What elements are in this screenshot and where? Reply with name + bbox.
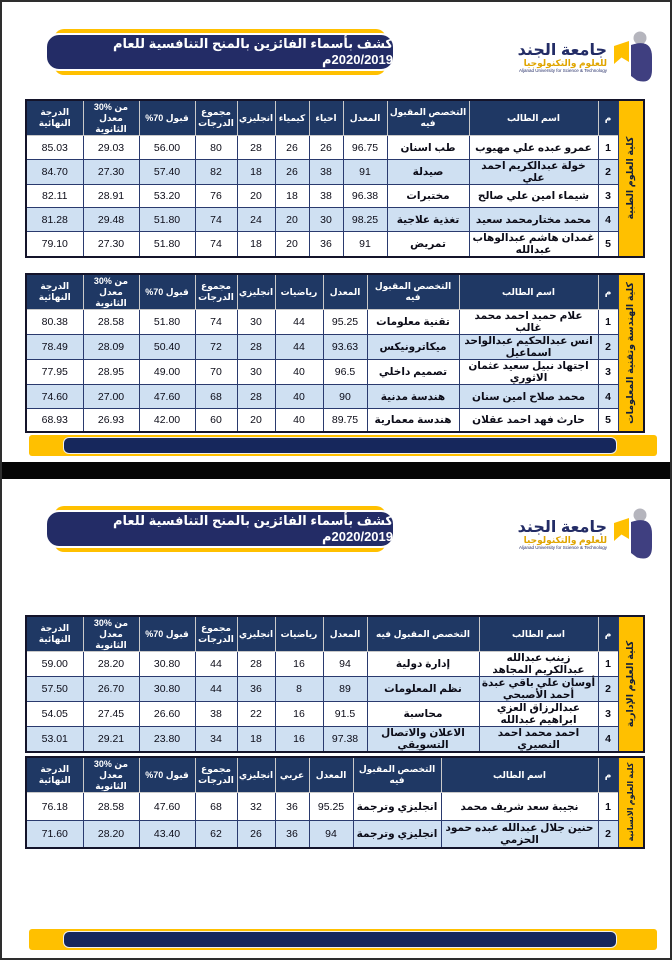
cell-total: 68 [195,793,237,821]
cell-total: 34 [195,727,237,753]
cell-specialty: انجليزي وترجمة [353,793,441,821]
header-serial: م [598,616,618,652]
cell-final: 76.18 [26,793,83,821]
cell-subject-0: 16 [275,702,323,727]
cell-final: 54.05 [26,702,83,727]
cell-specialty: هندسة مدنية [367,385,459,409]
header-specialty: التخصص المقبول فيه [367,616,479,652]
cell-name: غمدان هاشم عبدالوهاب عبدالله [469,231,598,257]
cell-pass70: 50.40 [139,335,195,360]
cell-name: أوسان علي باقي عبدة أحمد الأصبحي [479,677,598,702]
cell-total: 82 [195,159,237,184]
cell-average: 91 [343,159,387,184]
cell-specialty: ميكاترونيكس [367,335,459,360]
table-row [26,727,644,753]
header-final: الدرجة النهائية [26,616,83,652]
cell-subject-0: 8 [275,677,323,702]
cell-subject-0: 36 [309,231,343,257]
footer-bar-2 [29,929,657,950]
cell-final: 80.38 [26,310,83,335]
header-average: المعدل [323,616,367,652]
cell-total: 62 [195,820,237,848]
cell-subject-1: 18 [275,184,309,208]
cell-name: انس عبدالحكيم عبدالواحد اسماعيل [459,335,598,360]
cell-subject-1: 22 [237,702,275,727]
cell-subject-0: 36 [275,793,309,821]
cell-subject-0: 40 [275,360,323,385]
table-row [26,408,644,432]
cell-final: 79.10 [26,231,83,257]
cell-serial: 4 [598,385,618,409]
cell-subject-1: 20 [237,408,275,432]
header-subject-2: انجليزي [237,100,275,136]
cell-specialty: الاعلان والاتصال التسويقي [367,727,479,753]
cell-specialty: انجليزي وترجمة [353,820,441,848]
header-name: اسم الطالب [469,100,598,136]
cell-pass70: 51.80 [139,310,195,335]
cell-subject-2: 18 [237,159,275,184]
header-average: المعدل [309,757,353,793]
cell-sec30: 27.45 [83,702,139,727]
logo-subtitle: للعلوم والتكنولوجيا [523,58,607,69]
cell-total: 44 [195,652,237,677]
college-label: كلية الهندسة وتقنية المعلومات [618,274,644,432]
cell-final: 68.93 [26,408,83,432]
university-logo-icon [610,30,656,86]
cell-subject-0: 30 [309,208,343,232]
table-row [26,208,644,232]
header-subject-0: عربي [275,757,309,793]
cell-serial: 4 [598,727,618,753]
cell-average: 91.5 [323,702,367,727]
cell-specialty: هندسة معمارية [367,408,459,432]
table-row [26,793,644,821]
header-subject-1: انجليزي [237,274,275,310]
cell-subject-1: 18 [237,727,275,753]
title-banner-2 [45,506,395,552]
college-table-0 [25,99,645,258]
footer-bar-1 [29,435,657,456]
header-pass70: قبول 70% [139,100,195,136]
cell-specialty: تقنية معلومات [367,310,459,335]
table-row [26,385,644,409]
cell-final: 74.60 [26,385,83,409]
logo-university-name: جامعة الجند [517,41,607,59]
cell-total: 76 [195,184,237,208]
cell-serial: 2 [598,335,618,360]
cell-specialty: محاسبة [367,702,479,727]
header-sec30: 30% من معدل الثانوية [83,757,139,793]
cell-subject-0: 40 [275,385,323,409]
cell-total: 70 [195,360,237,385]
header-total: مجموع الدرجات [195,100,237,136]
header-total: مجموع الدرجات [195,757,237,793]
cell-subject-0: 38 [309,159,343,184]
header-average: المعدل [343,100,387,136]
cell-pass70: 47.60 [139,385,195,409]
cell-specialty: تصميم داخلي [367,360,459,385]
header-serial: م [598,757,618,793]
cell-subject-1: 28 [237,652,275,677]
header-pass70: قبول 70% [139,757,195,793]
logo-text-block [518,43,607,74]
cell-name: شيماء امين علي صالح [469,184,598,208]
cell-final: 78.49 [26,335,83,360]
college-label: كلية العلوم الإدارية [618,616,644,752]
header-total: مجموع الدرجات [195,616,237,652]
cell-average: 96.5 [323,360,367,385]
cell-total: 74 [195,231,237,257]
cell-final: 71.60 [26,820,83,848]
footer-navy-1 [63,437,617,454]
page-title: كشف بأسماء الفائزين بالمنح التنافسية للعام 2020/2019م [45,33,395,71]
cell-serial: 3 [598,184,618,208]
university-logo-icon-2 [610,507,656,563]
header-subject-0: رياضيات [275,274,323,310]
cell-subject-0: 26 [309,136,343,160]
header-sec30: 30% من معدل الثانوية [83,274,139,310]
cell-average: 95.25 [323,310,367,335]
cell-final: 85.03 [26,136,83,160]
logo-subtitle-2: للعلوم والتكنولوجيا [523,535,607,546]
cell-name: نجيبة سعد شريف محمد [441,793,598,821]
header-pass70: قبول 70% [139,274,195,310]
cell-sec30: 26.93 [83,408,139,432]
cell-name: اجتهاد نبيل سعيد عثمان الاثوري [459,360,598,385]
header-subject-1: كيمياء [275,100,309,136]
header-final: الدرجة النهائية [26,757,83,793]
cell-serial: 1 [598,793,618,821]
table-administrative-sciences [25,615,645,753]
cell-subject-1: 28 [237,335,275,360]
cell-subject-0: 36 [275,820,309,848]
table-row [26,360,644,385]
logo-university-name-2: جامعة الجند [517,518,607,536]
table-row [26,310,644,335]
page-2 [2,479,670,956]
table-row [26,184,644,208]
cell-pass70: 53.20 [139,184,195,208]
footer-navy-2 [63,931,617,948]
cell-final: 57.50 [26,677,83,702]
cell-average: 97.38 [323,727,367,753]
cell-sec30: 26.70 [83,677,139,702]
cell-pass70: 43.40 [139,820,195,848]
cell-total: 68 [195,385,237,409]
cell-name: حارث فهد احمد عقلان [459,408,598,432]
cell-total: 72 [195,335,237,360]
cell-name: علام حميد احمد محمد غالب [459,310,598,335]
university-logo-2 [498,503,656,567]
cell-specialty: صيدلة [387,159,469,184]
page-1 [2,2,670,462]
cell-sec30: 28.20 [83,652,139,677]
cell-name: احمد محمد احمد النصيري [479,727,598,753]
cell-subject-1: 26 [275,136,309,160]
cell-subject-1: 26 [275,159,309,184]
cell-final: 84.70 [26,159,83,184]
header-final: الدرجة النهائية [26,274,83,310]
header-serial: م [598,274,618,310]
cell-average: 95.25 [309,793,353,821]
cell-sec30: 28.95 [83,360,139,385]
cell-average: 94 [323,652,367,677]
table-row [26,820,644,848]
header-final: الدرجة النهائية [26,100,83,136]
header-subject-0: رياضيات [275,616,323,652]
cell-subject-0: 44 [275,335,323,360]
cell-sec30: 28.58 [83,310,139,335]
cell-final: 53.01 [26,727,83,753]
cell-sec30: 28.20 [83,820,139,848]
header-sec30: 30% من معدل الثانوية [83,616,139,652]
cell-name: محمد مختارمحمد سعيد [469,208,598,232]
college-table-3 [25,756,645,849]
table-row [26,652,644,677]
cell-pass70: 57.40 [139,159,195,184]
table-row [26,677,644,702]
cell-serial: 1 [598,136,618,160]
header-name: اسم الطالب [441,757,598,793]
table-row [26,231,644,257]
table-row [26,335,644,360]
cell-serial: 5 [598,231,618,257]
cell-serial: 3 [598,702,618,727]
cell-average: 96.75 [343,136,387,160]
cell-sec30: 29.48 [83,208,139,232]
cell-final: 77.95 [26,360,83,385]
logo-tagline-2: Aljanad University for Science & Technology [519,544,607,550]
header-sec30: 30% من معدل الثانوية [83,100,139,136]
header-total: مجموع الدرجات [195,274,237,310]
cell-pass70: 51.80 [139,208,195,232]
cell-pass70: 30.80 [139,677,195,702]
cell-subject-2: 28 [237,136,275,160]
cell-final: 59.00 [26,652,83,677]
cell-total: 38 [195,702,237,727]
cell-specialty: مختبرات [387,184,469,208]
logo-tagline: Aljanad University for Science & Technology [519,67,607,73]
cell-sec30: 27.30 [83,231,139,257]
cell-total: 44 [195,677,237,702]
cell-sec30: 27.00 [83,385,139,409]
cell-subject-1: 32 [237,793,275,821]
header-pass70: قبول 70% [139,616,195,652]
cell-name: محمد صلاح امين سنان [459,385,598,409]
title-banner [45,29,395,75]
college-label: كلية العلوم الانسانية [618,757,644,848]
cell-average: 98.25 [343,208,387,232]
cell-total: 74 [195,310,237,335]
cell-specialty: تمريض [387,231,469,257]
cell-sec30: 28.58 [83,793,139,821]
table-humanities [25,756,645,849]
header-name: اسم الطالب [459,274,598,310]
header-subject-1: انجليزي [237,616,275,652]
cell-pass70: 47.60 [139,793,195,821]
cell-average: 89 [323,677,367,702]
cell-subject-1: 28 [237,385,275,409]
cell-pass70: 56.00 [139,136,195,160]
header-subject-0: احياء [309,100,343,136]
cell-sec30: 27.30 [83,159,139,184]
header-name: اسم الطالب [479,616,598,652]
cell-sec30: 29.21 [83,727,139,753]
header-specialty: التخصص المقبول فيه [387,100,469,136]
cell-serial: 4 [598,208,618,232]
table-row [26,136,644,160]
cell-specialty: طب اسنان [387,136,469,160]
cell-average: 96.38 [343,184,387,208]
header-serial: م [598,100,618,136]
cell-subject-1: 30 [237,360,275,385]
table-medical-sciences [25,99,645,258]
cell-subject-1: 30 [237,310,275,335]
cell-pass70: 30.80 [139,652,195,677]
cell-subject-0: 38 [309,184,343,208]
cell-pass70: 26.60 [139,702,195,727]
cell-sec30: 28.91 [83,184,139,208]
cell-serial: 5 [598,408,618,432]
cell-subject-1: 36 [237,677,275,702]
cell-subject-2: 18 [237,231,275,257]
cell-pass70: 49.00 [139,360,195,385]
college-table-2 [25,615,645,753]
table-row [26,159,644,184]
cell-subject-1: 26 [237,820,275,848]
cell-total: 80 [195,136,237,160]
cell-specialty: نظم المعلومات [367,677,479,702]
cell-average: 91 [343,231,387,257]
cell-average: 90 [323,385,367,409]
college-label: كلية العلوم الطبية [618,100,644,257]
cell-serial: 2 [598,159,618,184]
cell-name: عبدالرزاق العزي ابراهيم عبدالله [479,702,598,727]
cell-total: 74 [195,208,237,232]
cell-pass70: 42.00 [139,408,195,432]
cell-name: خولة عبدالكريم احمد علي [469,159,598,184]
cell-serial: 3 [598,360,618,385]
header-specialty: التخصص المقبول فيه [367,274,459,310]
cell-pass70: 23.80 [139,727,195,753]
cell-serial: 2 [598,677,618,702]
cell-serial: 2 [598,820,618,848]
cell-sec30: 29.03 [83,136,139,160]
header-specialty: التخصص المقبول فيه [353,757,441,793]
cell-serial: 1 [598,652,618,677]
table-row [26,702,644,727]
cell-name: عمرو عبده علي مهيوب [469,136,598,160]
logo-text-block-2 [518,520,607,551]
cell-final: 81.28 [26,208,83,232]
university-logo [498,26,656,90]
header-subject-1: انجليزي [237,757,275,793]
cell-subject-0: 40 [275,408,323,432]
cell-total: 60 [195,408,237,432]
cell-average: 93.63 [323,335,367,360]
cell-final: 82.11 [26,184,83,208]
cell-average: 94 [309,820,353,848]
cell-specialty: إدارة دولية [367,652,479,677]
cell-subject-1: 20 [275,231,309,257]
cell-name: حنين جلال عبدالله عبده حمود الحزمي [441,820,598,848]
cell-subject-1: 20 [275,208,309,232]
cell-average: 89.75 [323,408,367,432]
cell-pass70: 51.80 [139,231,195,257]
cell-name: زينب عبدالله عبدالكريم المجاهد [479,652,598,677]
cell-specialty: تغذية علاجية [387,208,469,232]
header-average: المعدل [323,274,367,310]
cell-serial: 1 [598,310,618,335]
table-engineering-it [25,273,645,433]
college-table-1 [25,273,645,433]
cell-subject-2: 24 [237,208,275,232]
cell-subject-2: 20 [237,184,275,208]
cell-sec30: 28.09 [83,335,139,360]
page-title-2: كشف بأسماء الفائزين بالمنح التنافسية للعام 2020/2019م [45,510,395,548]
cell-subject-0: 44 [275,310,323,335]
cell-subject-0: 16 [275,652,323,677]
cell-subject-0: 16 [275,727,323,753]
page-separator [2,462,670,479]
